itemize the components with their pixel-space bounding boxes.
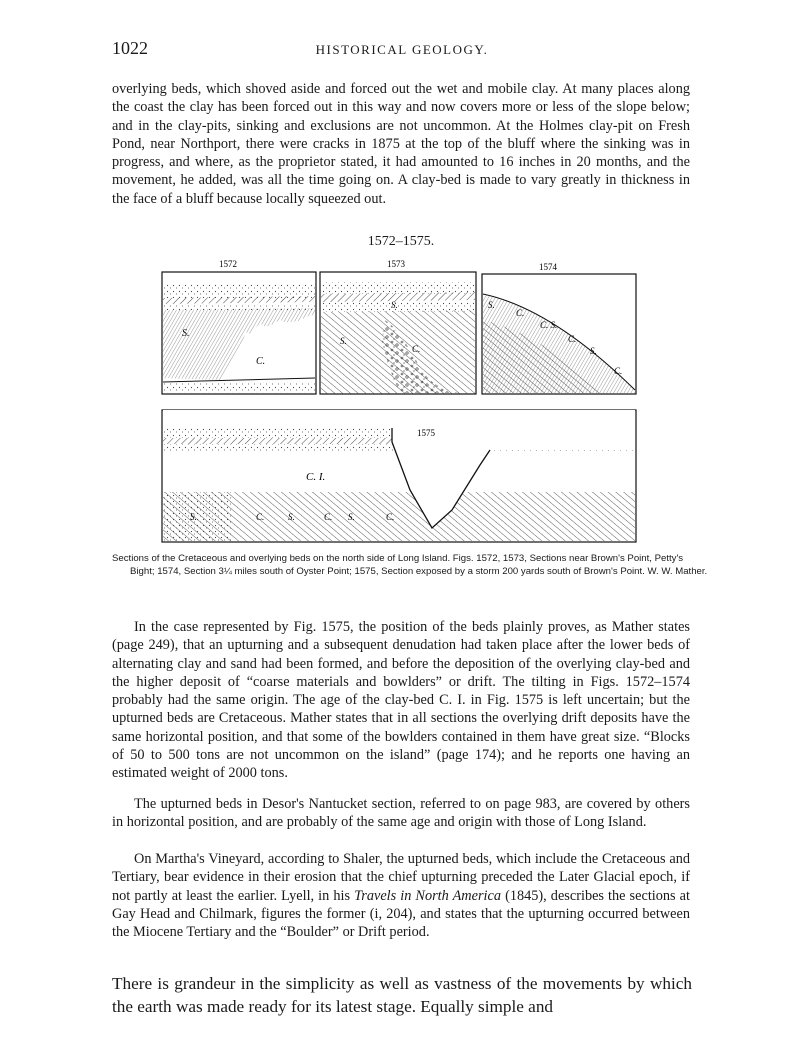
label-ci-1575: C. I. <box>306 471 326 483</box>
label-s-1573: S. <box>391 300 398 310</box>
fig-number-1575: 1575 <box>417 428 435 438</box>
panel-1575 <box>162 410 636 542</box>
label-c2-1574: C. <box>568 334 577 344</box>
label-c-1573: C. <box>412 344 421 354</box>
label-c-1574: C. <box>516 308 525 318</box>
page-header <box>112 38 692 62</box>
para4-part-b: (1845), describes the sections at Gay Head and Chilmark, figures the former (i, 204), and states that the upturning occurred between the Miocene Tertiary and the “Boulder” or Drift period. <box>112 887 690 941</box>
running-title: HISTORICAL GEOLOGY. <box>315 42 489 57</box>
label-s-1575: S. <box>190 512 197 522</box>
paragraph-marthas-vineyard <box>112 850 690 941</box>
fig-number-1572: 1572 <box>219 260 237 269</box>
figure-title: 1572–1575. <box>367 234 435 249</box>
label-c-1572: C. <box>256 356 266 367</box>
fig-number-1573: 1573 <box>387 260 405 269</box>
label-s2-1574: S. <box>590 346 597 356</box>
label-c-1575: C. <box>256 512 265 522</box>
label-cs-1574: C. S. <box>540 320 558 330</box>
figure-caption: Sections of the Cretaceous and overlying beds on the north side of Long Island. Figs. 1572, 1573, Sections near Brown's Point, Petty's Bight; 1574, Section 3¼ miles south of Oyster Point; 1575, Section exposed by a storm 200 yards south of Brown's Point. W. W. Mather. <box>112 553 708 577</box>
paragraph-grandeur: There is grandeur in the simplicity as well as vastness of the movements by which the earth was made ready for its latest stage. Equally simple and <box>112 974 692 1016</box>
label-c3-1575: C. <box>386 512 395 522</box>
label-s-1572: S. <box>182 328 190 339</box>
panel-1572 <box>162 272 316 394</box>
page-number: 1022 <box>112 38 148 58</box>
paragraph-nantucket: The upturned beds in Desor's Nantucket section, referred to on page 983, are covered by others in horizontal position, and are probably of the same age and origin with those of Long Island. <box>112 796 690 831</box>
paragraph-fig-1575-discussion: In the case represented by Fig. 1575, the position of the beds plainly proves, as Mather states (page 249), that an upturning and a subsequent denudation had taken place after the lower beds of alternating clay and sand had been formed, and before the deposition of the overlying clay-bed and the higher deposit of “coarse materials and bowlders” or drift. The tilting in Figs. 1572–1574 probably had the same origin. The age of the clay-bed C. I. in Fig. 1575 is left uncertain; but the upturned beds are Cretaceous. Mather states that in all sections the overlying drift deposits have the same horizontal position, and that some of the bowlders contained in them have great size. “Blocks of 50 to 500 tons are not uncommon on the island” (page 174); and he reports one having an estimated weight of 2000 tons. <box>112 619 690 782</box>
label-c2-1575: C. <box>324 512 333 522</box>
paragraph-overlying-beds: overlying beds, which shoved aside and forced out the wet and mobile clay. At many places along the coast the clay has been forced out in this way and now covers more or less of the slope below; and in the clay-pits, sinking and exclusions are not uncommon. At the Holmes clay-pit on Fresh Pond, near Northport, there were cracks in 1875 at the top of the bluff where the sinking was in progress, and where, as the proprietor stated, it had amounted to 16 inches in 20 months, and the movement, he added, was all the time going on. A clay-bed is made to vary greatly in thickness in the face of a bluff because locally squeezed out. <box>112 81 690 207</box>
label-s2-1573: S. <box>340 336 347 346</box>
book-title-travels: Travels in North America <box>354 887 502 904</box>
para4-part-a: On Martha's Vineyard, according to Shaler, the upturned beds, which include the Cretaceous and Tertiary, bear evidence in their erosion that the chief upturning preceded the Later Glacial epoch, if not partly at least the earlier. Lyell, in his <box>112 851 690 904</box>
geological-sections-figure <box>160 260 640 546</box>
panel-1574 <box>482 274 636 394</box>
fig-number-1574: 1574 <box>539 262 557 272</box>
label-s2-1575: S. <box>288 512 295 522</box>
label-c3-1574: C. <box>614 366 623 376</box>
panel-1573 <box>320 272 476 394</box>
label-s3-1575: S. <box>348 512 355 522</box>
label-s-1574: S. <box>488 300 495 310</box>
